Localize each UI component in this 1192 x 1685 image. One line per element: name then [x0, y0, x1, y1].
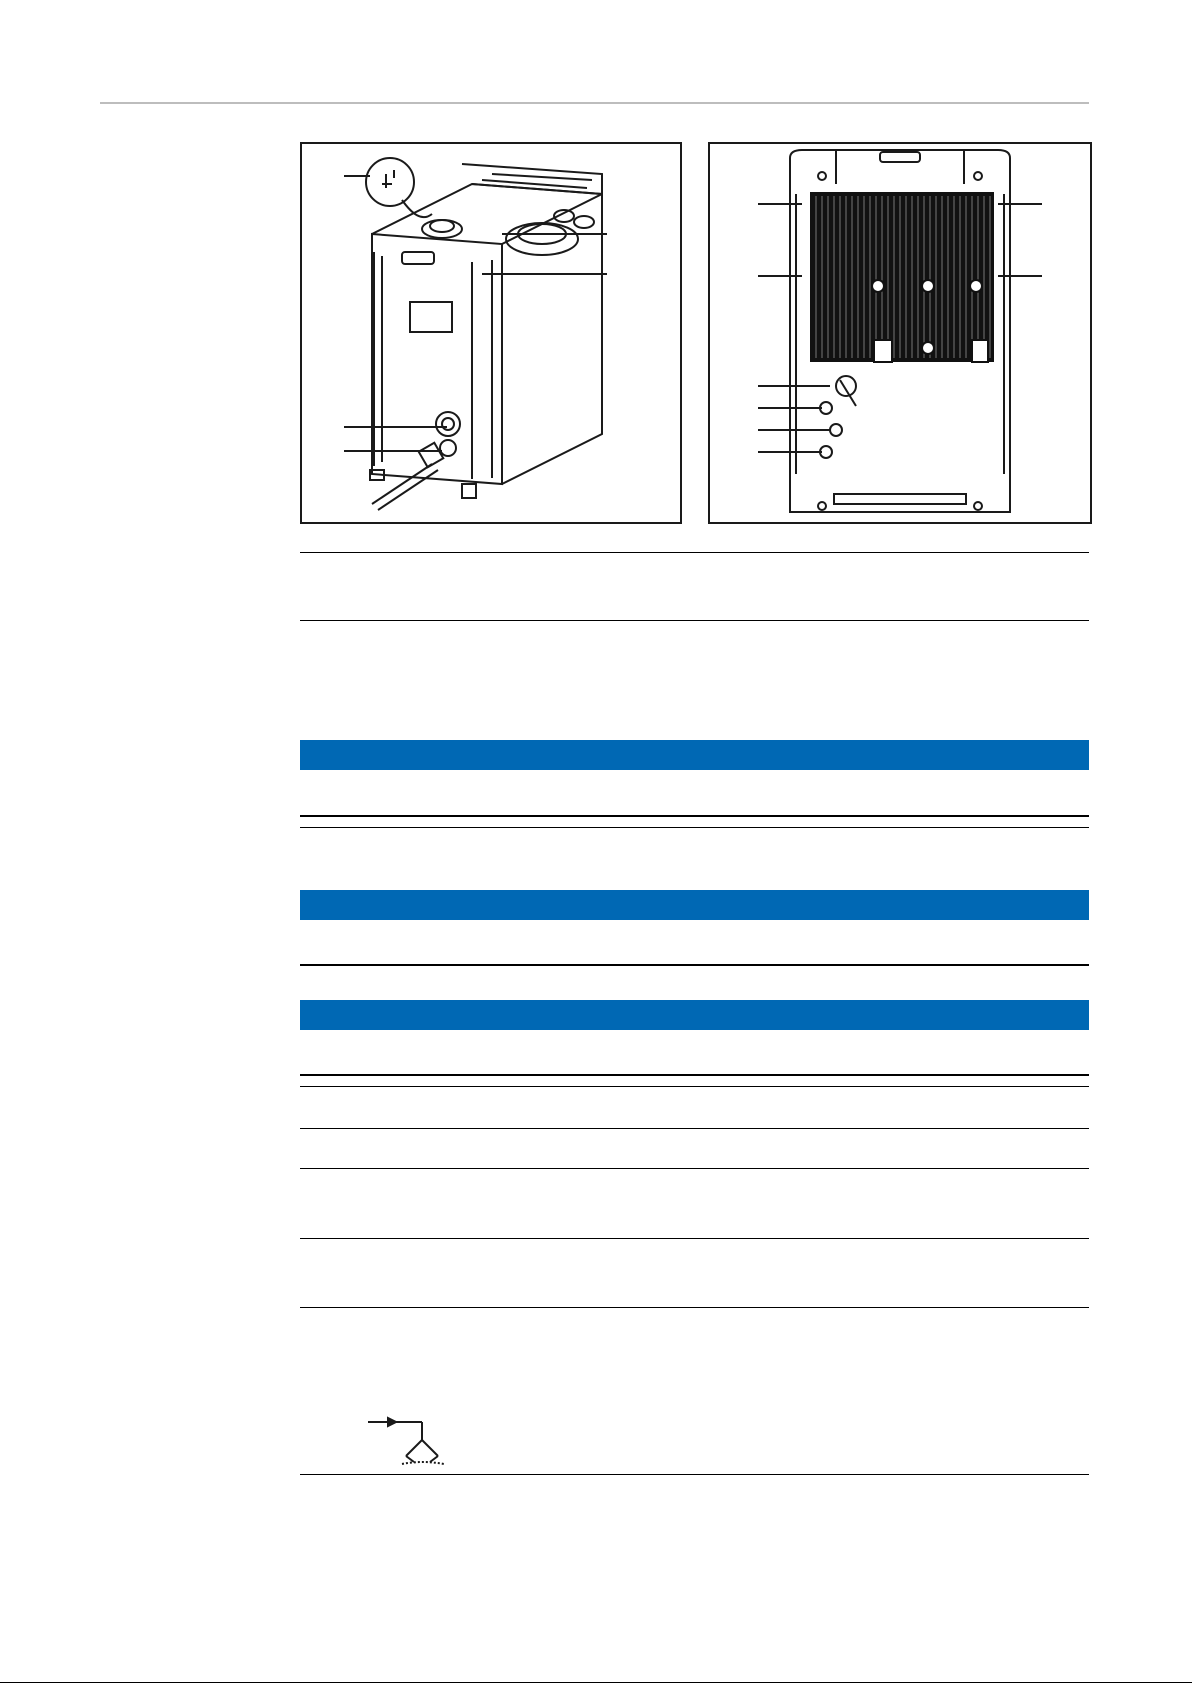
section-header-bar-1: [300, 740, 1089, 770]
section-header-bar-3: [300, 1000, 1089, 1030]
figure-rear-view: [708, 142, 1092, 524]
table-row-rule-2: [300, 1128, 1089, 1129]
bottom-section-rule: [300, 1474, 1089, 1475]
table-row-rule-1: [300, 1086, 1089, 1087]
header-rule: [100, 102, 1089, 104]
front-view-drawing: [302, 144, 680, 522]
table-row-rule-4: [300, 1238, 1089, 1239]
caption-bottom-rule: [300, 620, 1089, 621]
section-header-bar-2: [300, 890, 1089, 920]
flow-arrow-funnel-icon: [362, 1410, 452, 1470]
figure-front-view: [300, 142, 682, 524]
table-row-rule-5: [300, 1307, 1089, 1308]
section-1-subrule: [300, 827, 1089, 828]
section-1-rule: [300, 815, 1089, 817]
rear-view-drawing: [710, 144, 1090, 522]
footer-rule: [0, 1682, 1192, 1683]
section-2-rule: [300, 964, 1089, 966]
section-3-rule: [300, 1074, 1089, 1076]
caption-top-rule: [300, 552, 1089, 553]
table-row-rule-3: [300, 1168, 1089, 1169]
